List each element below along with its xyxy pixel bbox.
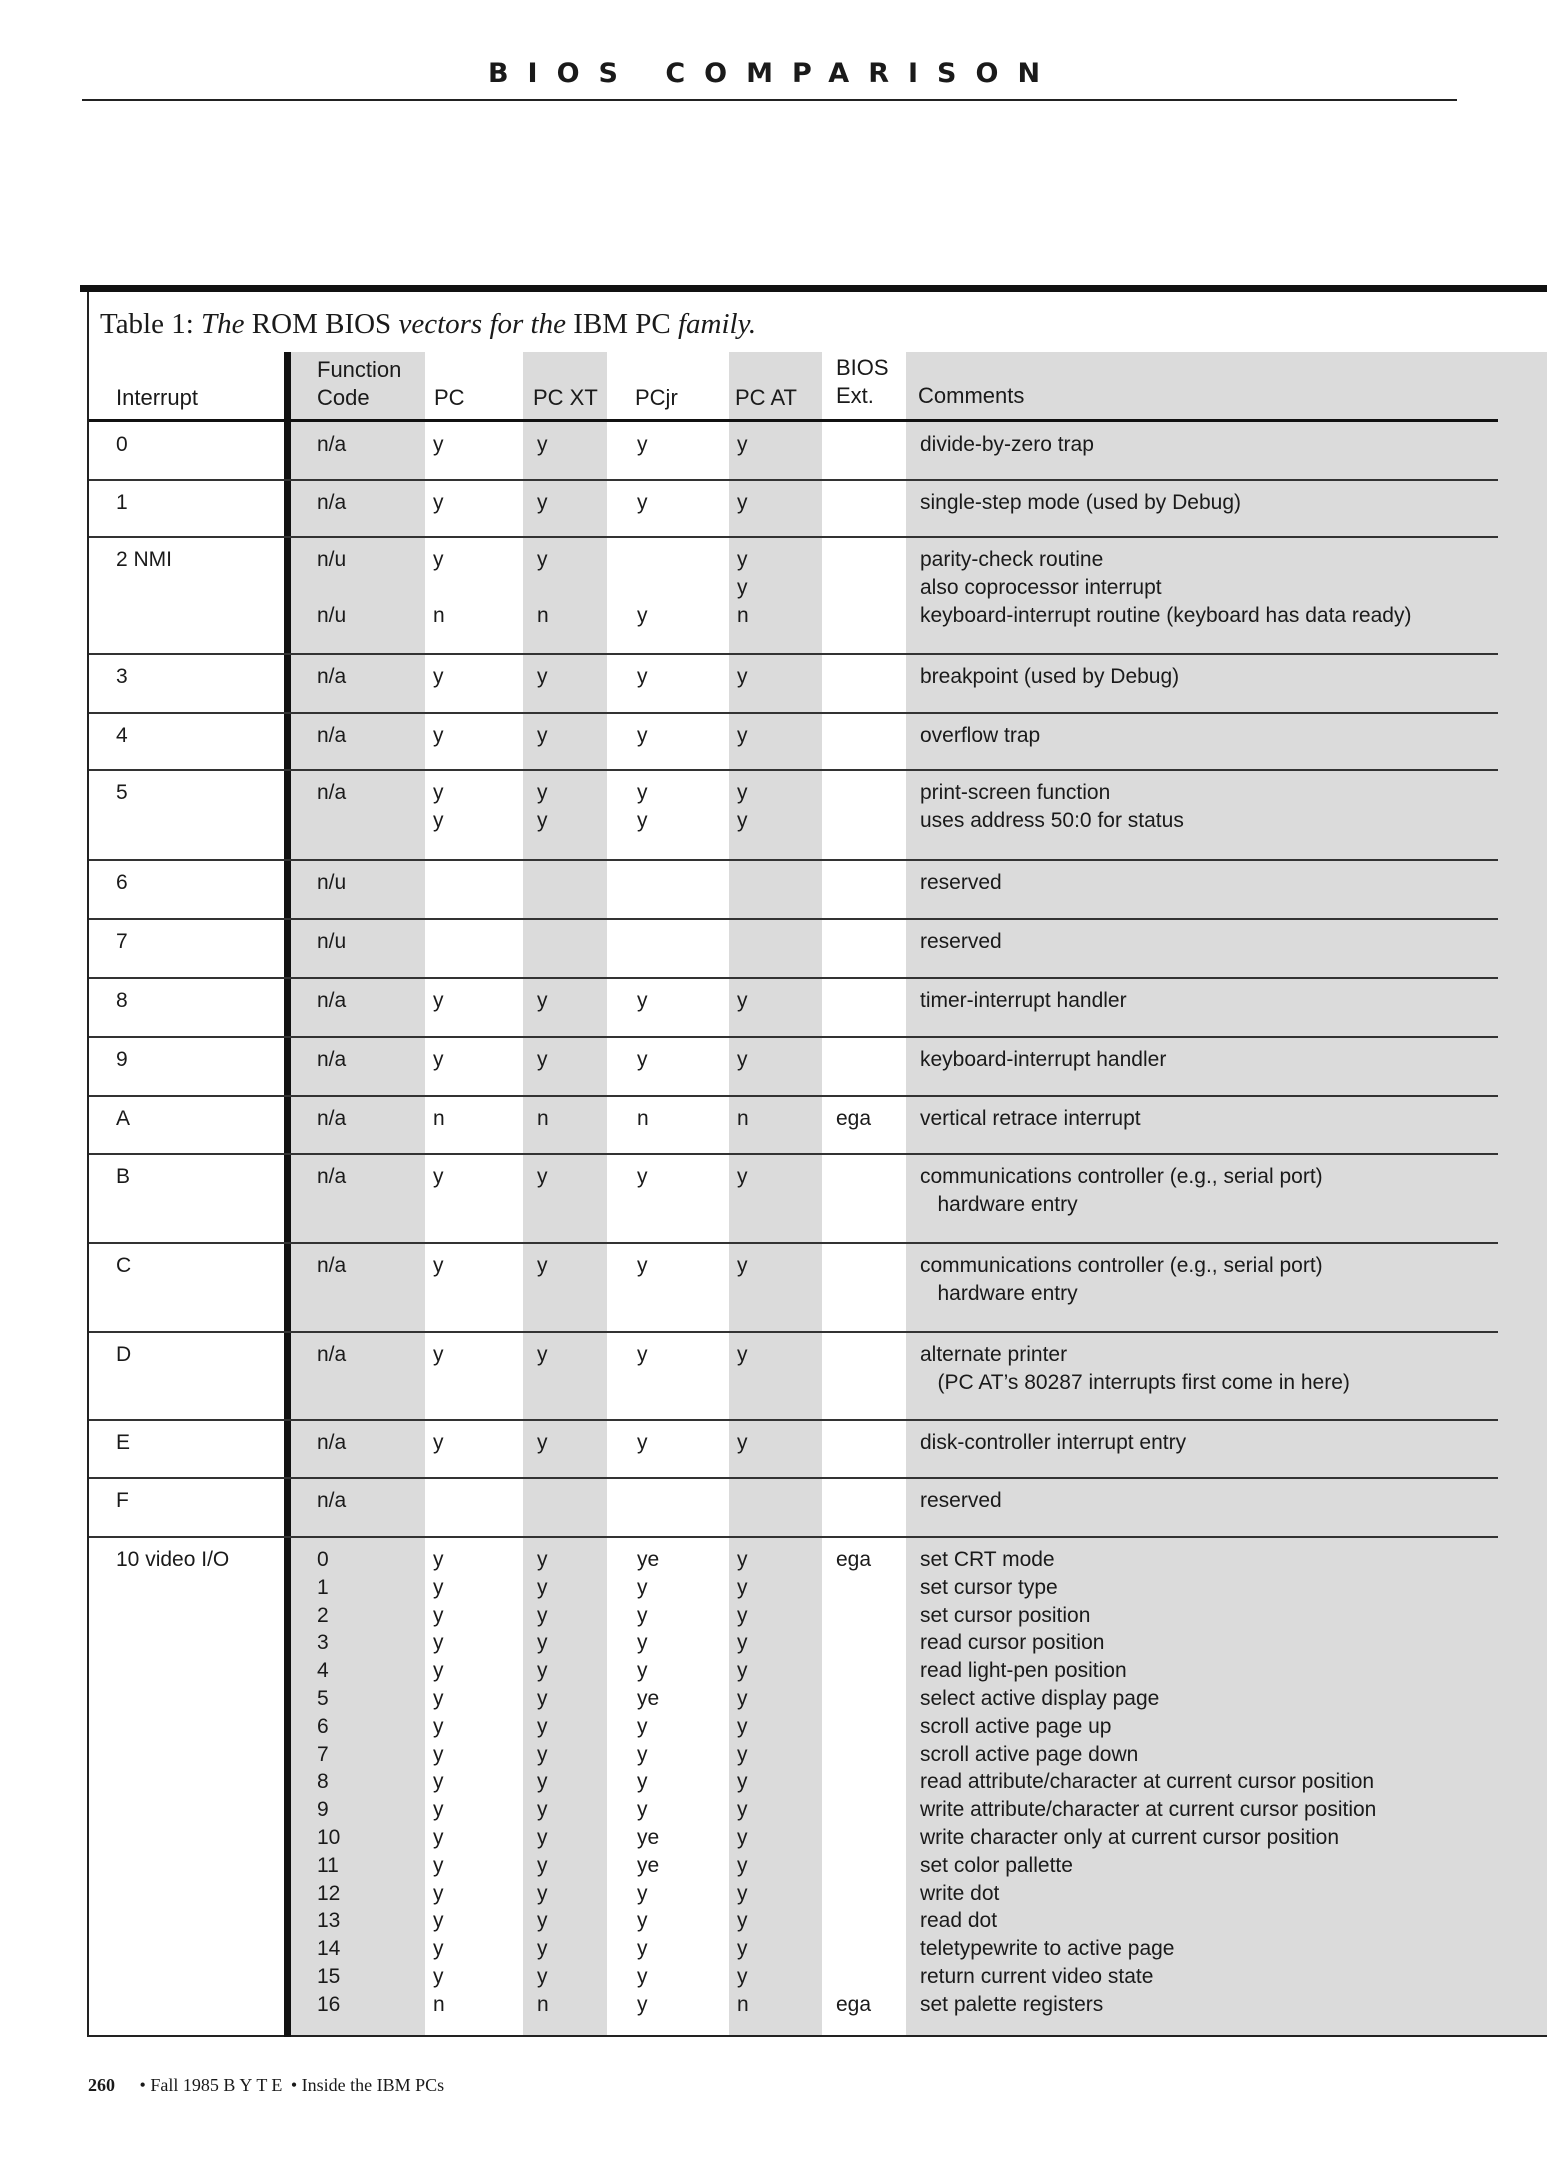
cell-bios-ext: ega [836,1548,872,1571]
cell-pc: y [433,1431,444,1454]
cell-pcxt: y [537,1909,548,1933]
cell-pc: y [433,1909,444,1933]
cell-comment: alternate printer [920,1343,1068,1366]
cell-pcxt: y [537,433,548,456]
cell-comment: disk-controller interrupt entry [920,1431,1187,1454]
cell-pc: y [433,491,444,514]
row-divider [89,977,1498,979]
col-header-pcjr: PCjr [635,385,678,410]
cell-pcxt: y [537,1798,548,1822]
cell-interrupt: 10 video I/O [116,1548,230,1571]
cell-pcjr: y [637,1742,648,1766]
row-divider [89,712,1498,714]
cell-pcjr: y [637,781,648,804]
row-divider [89,479,1498,481]
cell-pc: y [433,1881,444,1905]
cell-pcjr: y [637,491,648,514]
cell-comment: single-step mode (used by Debug) [920,491,1242,514]
cell-function-code: n/a [317,433,347,456]
cell-comment: hardware entry [920,1282,1078,1305]
cell-pc: y [433,1798,444,1822]
cell-pc: y [433,665,444,688]
cell-pcxt: y [537,491,548,514]
cell-pcxt: y [537,1742,548,1766]
cell-function-code: n/a [317,491,347,514]
cell-pcat: y [737,1603,748,1627]
cell-function-code: n/a [317,1343,347,1366]
cell-comment: vertical retrace interrupt [920,1107,1141,1130]
cell-pcjr: y [637,1965,648,1988]
table-left-border [87,292,89,2037]
row-divider [89,1477,1498,1479]
cell-pc: n [433,1107,445,1130]
table-title-segment: family. [677,308,757,340]
function-code-shade [291,352,425,2035]
table-bottom-rule [87,2035,1547,2037]
cell-pcjr: ye [637,1853,660,1877]
cell-pcat: y [737,1853,748,1877]
page-header-title: BIOS COMPARISON [487,58,1060,89]
cell-pcxt: y [537,1714,548,1738]
table-title-segment: The [201,308,245,340]
cell-comment: reserved [920,1489,1002,1512]
cell-pcat: y [737,665,748,688]
table-title-label: Table 1: [100,308,194,340]
cell-pcxt: y [537,1965,548,1988]
col-header-function-line1: Function [317,357,402,382]
cell-function-code: 13 [317,1909,341,1933]
cell-interrupt: C [116,1254,132,1277]
cell-pcjr: ye [637,1687,660,1710]
cell-function-code: n/a [317,989,347,1012]
cell-pcjr: y [637,1881,648,1905]
cell-comment: print-screen function [920,781,1111,804]
cell-pcat: n [737,1107,749,1130]
cell-pcxt: y [537,1687,548,1710]
row-divider [89,918,1498,920]
cell-pcjr: y [637,1909,648,1933]
cell-comment: read dot [920,1909,998,1933]
cell-pc: y [433,1548,444,1571]
col-header-comments: Comments [918,383,1025,408]
cell-function-code: 12 [317,1881,341,1905]
row-divider [89,1536,1498,1538]
cell-interrupt: 3 [116,665,128,688]
cell-function-code: 15 [317,1965,341,1988]
cell-comment: uses address 50:0 for status [920,809,1184,832]
cell-pc: y [433,1048,444,1071]
cell-function-code: 4 [317,1659,329,1683]
cell-pcat: y [737,576,748,599]
table-title-segment: ROM BIOS [244,308,399,340]
cell-function-code: n/a [317,724,347,747]
cell-function-code: n/u [317,930,347,953]
cell-interrupt: E [116,1431,131,1454]
cell-interrupt: 5 [116,781,128,804]
cell-function-code: 3 [317,1631,329,1655]
cell-interrupt: A [116,1107,131,1130]
cell-pcat: y [737,989,748,1012]
cell-pcat: y [737,1687,748,1710]
cell-pcxt: y [537,989,548,1012]
cell-pcat: y [737,1165,748,1188]
cell-interrupt: F [116,1489,129,1512]
cell-pcjr: y [637,604,648,627]
cell-comment: keyboard-interrupt handler [920,1048,1167,1071]
header-rule-thick [89,419,1498,422]
cell-pcjr: y [637,989,648,1012]
cell-comment: return current video state [920,1965,1154,1988]
page-footer [88,2075,444,2096]
cell-pcxt: y [537,1770,548,1794]
cell-pcat: y [737,491,748,514]
cell-comment: read cursor position [920,1631,1105,1655]
cell-comment: write attribute/character at current cursor position [920,1798,1377,1822]
cell-pcat: y [737,1909,748,1933]
cell-pc: y [433,548,444,571]
cell-function-code: 11 [317,1853,339,1877]
cell-pc: y [433,781,444,804]
cell-pcjr: y [637,1165,648,1188]
cell-pcxt: y [537,1254,548,1277]
cell-pcjr: y [637,1992,648,2016]
footer-section: Inside the IBM PCs [301,2075,445,2095]
cell-pcat: y [737,1575,748,1599]
cell-pcat: y [737,1548,748,1571]
cell-pc: y [433,1659,444,1683]
page-number: 260 [88,2075,115,2095]
cell-pcat: y [737,1770,748,1794]
cell-pcat: y [737,433,748,456]
cell-pcat: y [737,1048,748,1071]
cell-pcxt: y [537,1881,548,1905]
cell-pcjr: y [637,809,648,832]
row-divider [89,1036,1498,1038]
cell-comment: read attribute/character at current cursor position [920,1770,1375,1794]
cell-pc: y [433,1853,444,1877]
cell-pc: y [433,1254,444,1277]
cell-interrupt: 7 [116,930,128,953]
cell-pcjr: y [637,1343,648,1366]
cell-pcxt: y [537,1659,548,1683]
cell-interrupt: 1 [116,491,128,514]
cell-pcjr: y [637,1659,648,1683]
cell-pcat: y [737,1659,748,1683]
cell-pcat: y [737,1714,748,1738]
cell-pcxt: y [537,724,548,747]
cell-pc: y [433,724,444,747]
cell-comment: also coprocessor interrupt [920,576,1162,599]
cell-pcxt: y [537,809,548,832]
cell-pc: y [433,1770,444,1794]
cell-pc: y [433,1687,444,1710]
cell-pcat: y [737,1881,748,1905]
cell-comment: teletypewrite to active page [920,1937,1175,1961]
cell-pcjr: y [637,665,648,688]
cell-comment: set CRT mode [920,1548,1055,1571]
cell-pcjr: y [637,1798,648,1822]
col-header-bios-line1: BIOS [836,355,889,380]
cell-pcjr: y [637,433,648,456]
cell-function-code: n/a [317,1254,347,1277]
cell-pc: y [433,989,444,1012]
cell-comment: write character only at current cursor position [920,1826,1340,1849]
cell-pcat: y [737,1798,748,1822]
interrupt-column-bar [284,352,291,2037]
cell-comment: overflow trap [920,724,1041,747]
cell-pcat: y [737,1965,748,1988]
cell-pcjr: y [637,1254,648,1277]
cell-comment: set color pallette [920,1853,1073,1877]
cell-function-code: 6 [317,1714,329,1738]
cell-pcat: y [737,1937,748,1961]
cell-comment: set cursor type [920,1575,1058,1599]
cell-pcat: y [737,724,748,747]
cell-interrupt: 8 [116,989,128,1012]
cell-pcxt: y [537,1826,548,1849]
cell-comment: communications controller (e.g., serial port) [920,1254,1323,1277]
cell-pcxt: y [537,1431,548,1454]
cell-comment: parity-check routine [920,548,1104,571]
cell-interrupt: B [116,1165,131,1188]
cell-pcat: n [737,1992,749,2016]
cell-pc: y [433,1603,444,1627]
cell-interrupt: 4 [116,724,128,747]
footer-bullet: • [139,2075,146,2095]
cell-pcjr: y [637,1631,648,1655]
cell-comment: keyboard-interrupt routine (keyboard has data ready) [920,604,1412,627]
cell-pcat: n [737,604,749,627]
cell-comment: breakpoint (used by Debug) [920,665,1180,688]
cell-pc: y [433,1343,444,1366]
col-header-function-line2: Code [317,385,370,410]
cell-function-code: 9 [317,1798,329,1822]
cell-interrupt: 2 NMI [116,548,173,571]
cell-function-code: n/a [317,781,347,804]
cell-function-code: 16 [317,1992,341,2016]
table-top-rule [80,285,1547,292]
cell-pcxt: y [537,1937,548,1961]
cell-comment: reserved [920,871,1002,894]
cell-pc: y [433,1631,444,1655]
cell-comment: set palette registers [920,1992,1104,2016]
cell-pcjr: y [637,1603,648,1627]
row-divider [89,536,1498,538]
row-divider [89,1153,1498,1155]
cell-pcjr: y [637,1714,648,1738]
table-title-segment: vectors for the [398,308,566,340]
cell-interrupt: 0 [116,433,128,456]
cell-interrupt: D [116,1343,132,1366]
cell-function-code: 0 [317,1548,329,1571]
cell-function-code: 14 [317,1937,341,1961]
cell-comment: communications controller (e.g., serial port) [920,1165,1323,1188]
cell-function-code: n/u [317,604,347,627]
col-header-pcxt: PC XT [533,385,598,410]
cell-function-code: n/a [317,1489,347,1512]
cell-pc: y [433,1575,444,1599]
cell-pcat: y [737,1631,748,1655]
cell-pcjr: y [637,1048,648,1071]
cell-function-code: n/a [317,1431,347,1454]
row-divider [89,859,1498,861]
footer-issue: Fall 1985 [150,2075,219,2095]
cell-function-code: n/a [317,1107,347,1130]
cell-function-code: n/u [317,548,347,571]
cell-pc: n [433,1992,445,2016]
cell-comment: hardware entry [920,1193,1078,1216]
table-title-segment: IBM PC [565,308,678,340]
cell-comment: scroll active page down [920,1742,1139,1766]
cell-function-code: n/a [317,1165,347,1188]
pcxt-shade [523,352,607,2035]
cell-comment: divide-by-zero trap [920,433,1094,456]
col-header-pc: PC [434,385,465,410]
cell-comment: reserved [920,930,1002,953]
cell-pcxt: n [537,604,549,627]
cell-comment: write dot [920,1881,1000,1905]
cell-function-code: n/a [317,665,347,688]
cell-bios-ext: ega [836,1992,872,2016]
header-rule [82,99,1457,101]
cell-pc: y [433,1937,444,1961]
cell-pc: n [433,604,445,627]
cell-pcxt: y [537,1575,548,1599]
cell-pc: y [433,1965,444,1988]
row-divider [89,1331,1498,1333]
cell-pcjr: ye [637,1826,660,1849]
cell-function-code: 2 [317,1603,329,1627]
cell-pcxt: y [537,548,548,571]
cell-pcxt: y [537,1343,548,1366]
cell-pc: y [433,1826,444,1849]
cell-pcxt: y [537,1165,548,1188]
cell-pcat: y [737,781,748,804]
row-divider [89,769,1498,771]
cell-pcjr: y [637,1937,648,1961]
row-divider [89,1419,1498,1421]
cell-pcjr: y [637,1431,648,1454]
cell-pcjr: ye [637,1548,660,1571]
cell-comment: read light-pen position [920,1659,1127,1683]
cell-function-code: n/u [317,871,347,894]
cell-pcxt: y [537,1603,548,1627]
cell-pcat: y [737,548,748,571]
row-divider [89,1242,1498,1244]
cell-function-code: 8 [317,1770,329,1794]
cell-function-code: 7 [317,1742,329,1766]
cell-function-code: 5 [317,1687,329,1710]
cell-comment: scroll active page up [920,1714,1112,1738]
cell-pc: y [433,809,444,832]
cell-function-code: n/a [317,1048,347,1071]
cell-comment: select active display page [920,1687,1160,1710]
cell-pcjr: y [637,1575,648,1599]
cell-pcxt: y [537,1631,548,1655]
col-header-pcat: PC AT [735,385,797,410]
cell-pcjr: n [637,1107,649,1130]
cell-pcat: y [737,1431,748,1454]
cell-pcxt: y [537,1548,548,1571]
table-title-text [201,308,756,340]
cell-pc: y [433,433,444,456]
cell-pcat: y [737,809,748,832]
cell-pcat: y [737,1826,748,1849]
cell-interrupt: 9 [116,1048,128,1071]
cell-function-code: 10 [317,1826,341,1849]
cell-pcxt: y [537,1853,548,1877]
cell-pcjr: y [637,724,648,747]
row-divider [89,653,1498,655]
cell-pc: y [433,1714,444,1738]
cell-pcat: y [737,1343,748,1366]
col-header-interrupt: Interrupt [116,385,198,410]
footer-bullet: • [290,2075,298,2095]
cell-pcxt: y [537,665,548,688]
cell-pcxt: n [537,1107,549,1130]
cell-pcxt: n [537,1992,549,2016]
cell-comment: set cursor position [920,1603,1091,1627]
cell-pcxt: y [537,781,548,804]
cell-pcjr: y [637,1770,648,1794]
cell-interrupt: 6 [116,871,128,894]
cell-pcat: y [737,1742,748,1766]
row-divider [89,1095,1498,1097]
cell-pc: y [433,1742,444,1766]
cell-pc: y [433,1165,444,1188]
cell-bios-ext: ega [836,1107,872,1130]
col-header-bios-line2: Ext. [836,383,874,408]
cell-pcxt: y [537,1048,548,1071]
cell-pcat: y [737,1254,748,1277]
cell-comment: (PC AT’s 80287 interrupts first come in here) [920,1371,1350,1394]
footer-magazine: BYTE [223,2075,287,2095]
table-title [100,308,756,341]
cell-function-code: 1 [317,1575,329,1599]
cell-comment: timer-interrupt handler [920,989,1127,1012]
